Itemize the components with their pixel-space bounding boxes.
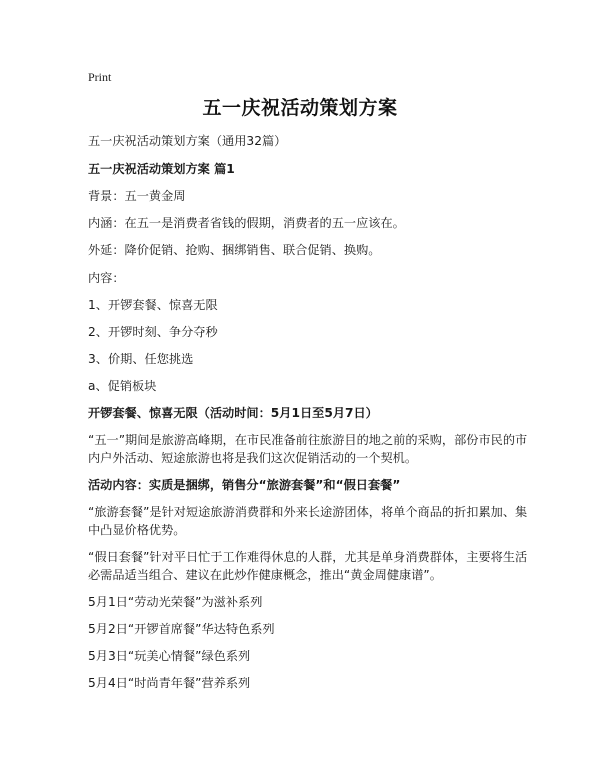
list-item: a、促销板块 (88, 379, 157, 393)
list-item: 5月3日“玩美心情餐”绿色系列 (88, 649, 251, 663)
list-item: 2、开锣时刻、争分夺秒 (88, 325, 218, 339)
list-item: 5月1日“劳动光荣餐”为滋补系列 (88, 595, 263, 609)
list-item: 3、价期、任您挑选 (88, 352, 194, 366)
list-item: 1、开锣套餐、惊喜无限 (88, 298, 218, 312)
paragraph-connotation: 内涵：在五一是消费者省钱的假期，消费者的五一应该在。 (88, 216, 405, 230)
paragraph-background: 背景：五一黄金周 (88, 189, 186, 203)
paragraph-body: “旅游套餐”是针对短途旅游消费群和外来长途游团体，将单个商品的折扣累加、集中凸显价格优势。 (88, 505, 528, 537)
print-label: Print (88, 70, 112, 84)
list-item: 5月2日“开锣首席餐”华达特色系列 (88, 622, 275, 636)
section-heading: 五一庆祝活动策划方案 篇1 (88, 162, 235, 176)
doc-subtitle: 五一庆祝活动策划方案（通用32篇） (88, 134, 287, 148)
paragraph-content-label: 内容： (88, 271, 125, 285)
paragraph-body: “假日套餐”针对平日忙于工作难得休息的人群，尤其是单身消费群体，主要将生活必需品适当组合、建议在此炒作健康概念，推出“黄金周健康谱”。 (88, 550, 528, 582)
subsection-heading: 活动内容：实质是捆绑，销售分“旅游套餐”和“假日套餐” (88, 478, 401, 492)
page-title: 五一庆祝活动策划方案 (202, 97, 398, 119)
paragraph-extension: 外延：降价促销、抢购、捆绑销售、联合促销、换购。 (88, 243, 381, 257)
paragraph-body: “五一”期间是旅游高峰期，在市民准备前往旅游目的地之前的采购，部份市民的市内户外活动、短途旅游也将是我们这次促销活动的一个契机。 (88, 433, 528, 465)
subsection-heading: 开锣套餐、惊喜无限（活动时间：5月1日至5月7日） (88, 406, 378, 420)
list-item: 5月4日“时尚青年餐”营养系列 (88, 676, 251, 690)
